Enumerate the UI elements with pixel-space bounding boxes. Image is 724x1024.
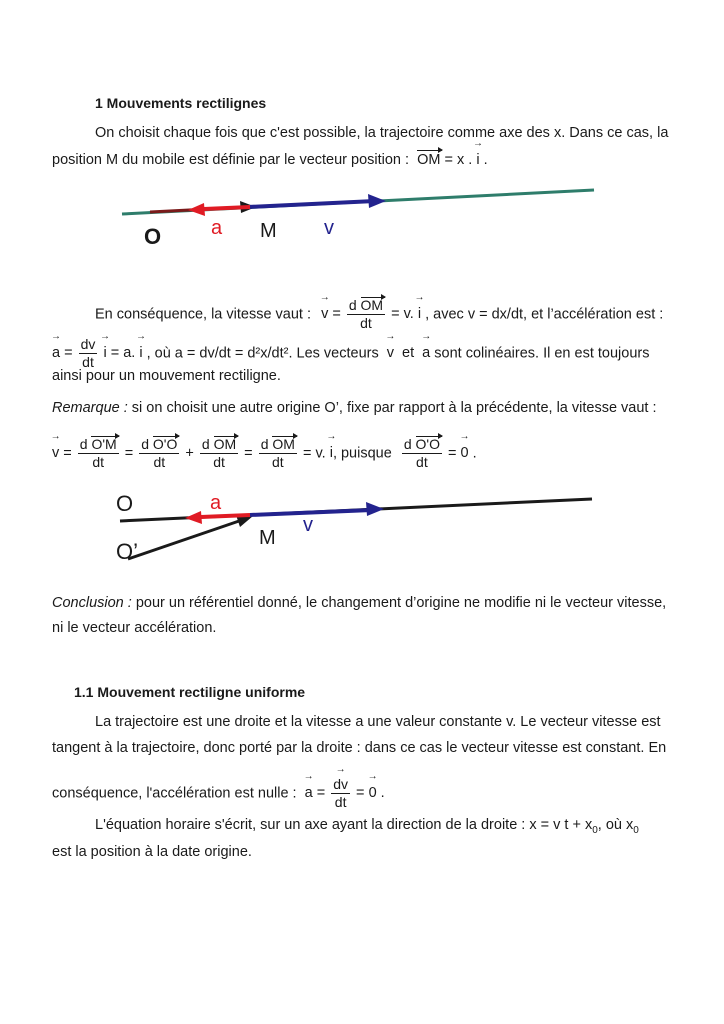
- velocity-definition-line: [95, 297, 663, 332]
- null-acceleration-formula: → a = → $\frac{dv}{dt}$ = → 0 .: [305, 785, 385, 801]
- section-heading: 1 Mouvements rectilignes: [95, 95, 267, 111]
- diagram-origin-change: [100, 480, 620, 580]
- paragraph-1-text: position M du mobile est définie par le vecteur position :: [52, 152, 410, 168]
- position-vector-from-o-prime: [128, 520, 242, 559]
- uniform-paragraph-line-3: [52, 776, 385, 811]
- conclusion-line-1: [52, 593, 666, 613]
- label-origin-o-prime: O’: [116, 539, 138, 564]
- velocity-relation: , avec v = dx/dt, et l’accélération est :: [425, 306, 664, 323]
- conclusion-label: Conclusion :: [52, 595, 132, 611]
- label-position-m: M: [259, 527, 276, 549]
- origin-change-formula: → v = $\frac{\text{d O'M}}{dt}$ = $\frac{\text{d O'O}}{dt}$ + $\frac{\text{d OM}}{dt}$ = $\frac{\text{d OM}}{dt}$ = v. → i, puisque $\frac{\text{d O'O}}{dt}$ = → 0 .: [52, 436, 477, 471]
- acceleration-vector-arrowhead: [188, 203, 205, 216]
- paragraph-1-line-1: On choisit chaque fois que c'est possible, la trajectoire comme axe des x. Dans ce cas, la: [95, 125, 669, 141]
- velocity-intro: En conséquence, la vitesse vaut :: [95, 306, 312, 323]
- conclusion-line-2: ni le vecteur accélération.: [52, 620, 217, 636]
- remark-puisque: , puisque: [332, 445, 392, 462]
- hourly-equation-line-2: est la position à la date origine.: [52, 844, 252, 860]
- label-velocity-v: v: [324, 217, 334, 239]
- remark-line: [52, 398, 657, 418]
- label-acceleration-a: a: [211, 217, 223, 239]
- paragraph-2-line-3: ainsi pour un mouvement rectiligne.: [52, 368, 281, 384]
- subsection-heading: 1.1 Mouvement rectiligne uniforme: [74, 684, 306, 700]
- diagram-rectilinear-motion: [100, 180, 620, 260]
- label-origin-o: O: [116, 491, 134, 516]
- velocity-vector-arrowhead: [366, 502, 384, 516]
- acceleration-vector: [204, 207, 250, 209]
- null-acceleration-text: conséquence, l'accélération est nulle :: [52, 785, 297, 802]
- collinear-text: sont colinéaires. Il en est toujours: [434, 345, 650, 362]
- conjunction-et: et: [402, 345, 415, 362]
- label-origin-o: O: [144, 224, 162, 249]
- velocity-formula: → v = $\frac{\text{d OM}}{dt}$ = v. → i: [321, 306, 425, 322]
- velocity-vector-arrowhead: [368, 194, 386, 208]
- acceleration-relation: , où a = dv/dt = d²x/dt². Les vecteurs: [146, 345, 379, 362]
- acceleration-definition-line: → a = $\frac{dv}{dt}$ → i = a. → i , où a = dv/dt = d²x/dt². Les vecteurs → v et → a sont colinéaires. Il en est toujours: [52, 336, 649, 371]
- remark-text: si on choisit une autre origine O’, fixe par rapport à la précédente, la vitesse vaut :: [127, 400, 657, 416]
- label-acceleration-a: a: [210, 492, 222, 514]
- position-formula: OM = x . → i .: [417, 152, 488, 168]
- acceleration-vector: [201, 515, 250, 517]
- hourly-equation-end: , où x: [597, 817, 634, 833]
- velocity-vector: [248, 201, 375, 207]
- paragraph-1-line-2: [52, 150, 488, 170]
- conclusion-text: pour un référentiel donné, le changement d’origine ne modifie ni le vecteur vitesse,: [131, 595, 667, 611]
- hourly-equation-text: L'équation horaire s'écrit, sur un axe ayant la direction de la droite : x = v t + x: [95, 817, 593, 833]
- uniform-paragraph-line-2: tangent à la trajectoire, donc porté par la droite : dans ce cas le vecteur vitesse est constant. En: [52, 740, 667, 756]
- acceleration-vector-arrowhead: [185, 511, 202, 524]
- uniform-paragraph-line-1: La trajectoire est une droite et la vitesse a une valeur constante v. Le vecteur vitesse est: [95, 714, 661, 730]
- hourly-equation-line: L'équation horaire s'écrit, sur un axe ayant la direction de la droite : x = v $t + x_0$, où $x_0$: [95, 817, 639, 836]
- label-position-m: M: [260, 220, 277, 242]
- remark-label: Remarque :: [52, 400, 128, 416]
- label-velocity-v: v: [303, 514, 313, 536]
- acceleration-formula: → a = $\frac{dv}{dt}$ → i = a. → i: [52, 345, 147, 361]
